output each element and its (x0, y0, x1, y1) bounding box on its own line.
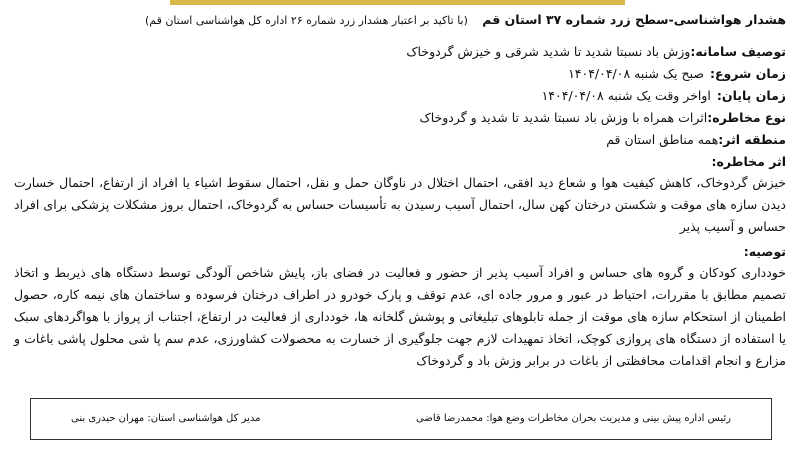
field-label: توصیف سامانه: (690, 44, 786, 59)
field-value: وزش باد نسبتا شدید تا شدید شرقی و خیزش گردوخاک (406, 44, 691, 59)
recommendations-label: توصیه: (743, 244, 786, 259)
field-description (406, 44, 786, 60)
warning-document (14, 8, 786, 392)
field-label: نوع مخاطره: (707, 110, 786, 125)
warning-subtitle: (با تاکید بر اعتبار هشدار زرد شماره ۲۶ اداره کل هواشناسی استان قم) (144, 14, 468, 27)
recommendations-text: خودداری کودکان و گروه های حساس و افراد آسیب پذیر از حضور و فعالیت در فضای باز، پایش شاخص آلودگی توسط دستگاه های ذیربط و اتخاذ تصمیم مطابق با مقررات، احتیاط در عبور و مرور جاده ای، عدم توقف و پارک خودرو در اطراف درختان فرسوده و ساختمان های نیمه کاره، حصول اطمینان از استحکام سازه های موقت از جمله تابلوهای تبلیغاتی و پوشش گلخانه ها، خودداری از فعالیت در ارتفاع، اجتناب از پرواز با هواگردهای سبک یا استفاده از دستگاه های پروازی کوچک، اتخاذ تمهیدات لازم جهت جلوگیری از خسارت به محصولات کشاورزی، عدم سم پا شی محلول پاشی باغات و مزارع و انجام اقدامات محافظتی از باغات در برابر وزش باد و گردوخاک (14, 265, 786, 368)
field-value: اواخر وقت یک شنبه ۱۴۰۴/۰۴/۰۸ (541, 88, 711, 103)
effects-text: خیزش گردوخاک، کاهش کیفیت هوا و شعاع دید افقی، احتمال اختلال در ناوگان حمل و نقل، احتمال سقوط اشیاء یا افراد از ارتفاع، احتمال خسارت دیدن سازه های موقت و شکستن درختان کهن سال، احتمال آسیب رسیدن به تأسیسات حساس به گردوخاک، احتمال بروز مشکلات پزشکی برای افراد حساس و آسیب پذیر (14, 175, 786, 234)
field-value: اثرات همراه با وزش باد نسبتا شدید تا شدید و گردوخاک (419, 110, 708, 125)
field-value: صبح یک شنبه ۱۴۰۴/۰۴/۰۸ (568, 66, 704, 81)
field-label: زمان شروع: (709, 66, 786, 81)
warning-title: هشدار هواشناسی-سطح زرد شماره ۳۷ استان قم (482, 12, 786, 27)
field-end-time (542, 88, 786, 104)
signature-box (30, 398, 772, 440)
field-start-time (568, 66, 786, 82)
effects-label: اثر مخاطره: (711, 154, 786, 169)
signature-director: مدیر کل هواشناسی استان: مهران حیدری بنی (71, 413, 261, 424)
field-hazard-type (420, 110, 786, 126)
warning-heading (145, 12, 786, 29)
field-impact-area (606, 132, 786, 148)
field-value: همه مناطق استان قم (606, 132, 719, 147)
signature-forecast-head: رئیس اداره پیش بینی و مدیریت بحران مخاطرات وضع هوا: محمدرضا قاضی (416, 413, 731, 424)
header-accent-bar (170, 0, 625, 5)
field-label: منطقه اثر: (718, 132, 786, 147)
field-label: زمان پایان: (716, 88, 786, 103)
